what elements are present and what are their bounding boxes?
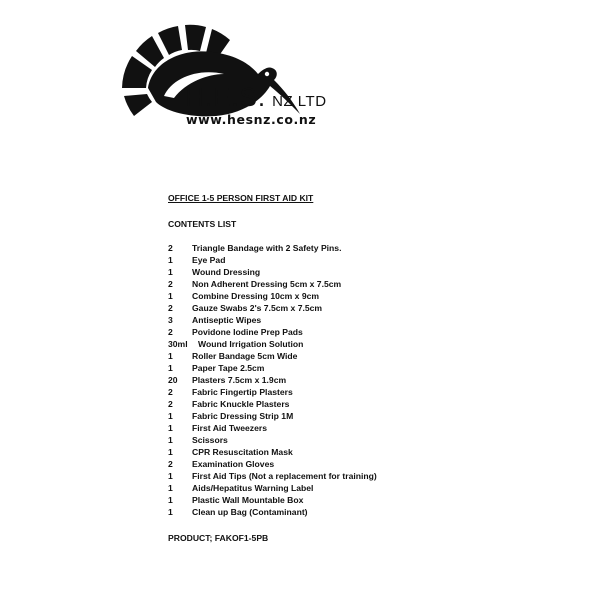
list-item [168, 278, 588, 290]
item-quantity: 1 [168, 363, 173, 373]
item-name: Plastic Wall Mountable Box [192, 495, 304, 505]
item-quantity: 1 [168, 255, 173, 265]
item-name: Gauze Swabs 2's 7.5cm x 7.5cm [192, 303, 323, 313]
item-quantity: 1 [168, 435, 173, 445]
item-name: Eye Pad [192, 255, 226, 265]
item-quantity: 1 [168, 351, 173, 361]
item-name: First Aid Tips (Not a replacement for training) [192, 471, 377, 481]
list-item [168, 458, 588, 470]
product-code: PRODUCT; FAKOF1-5PB [168, 533, 269, 543]
item-quantity: 1 [168, 447, 173, 457]
item-quantity: 2 [168, 327, 173, 337]
item-name: Antiseptic Wipes [192, 315, 262, 325]
brand-name [185, 82, 327, 113]
item-quantity: 3 [168, 315, 173, 325]
brand-url: www.hesnz.co.nz [186, 112, 317, 127]
item-quantity: 2 [168, 399, 173, 409]
item-name: Triangle Bandage with 2 Safety Pins. [192, 243, 342, 253]
item-name: Roller Bandage 5cm Wide [192, 351, 298, 361]
item-quantity: 2 [168, 459, 173, 469]
list-item [168, 242, 588, 254]
item-name: Paper Tape 2.5cm [192, 363, 265, 373]
document-subtitle: CONTENTS LIST [168, 219, 237, 229]
list-item [168, 362, 588, 374]
item-name: Aids/Hepatitus Warning Label [192, 483, 314, 493]
item-name: First Aid Tweezers [192, 423, 267, 433]
list-item [168, 410, 588, 422]
list-item [168, 434, 588, 446]
item-quantity: 20 [168, 375, 178, 385]
item-name: Examination Gloves [192, 459, 275, 469]
list-item [168, 374, 588, 386]
item-name: Fabric Knuckle Plasters [192, 399, 290, 409]
brand-name-main: H.E.S. [185, 82, 267, 112]
item-quantity: 2 [168, 303, 173, 313]
item-quantity: 1 [168, 483, 173, 493]
item-name: Clean up Bag (Contaminant) [192, 507, 308, 517]
list-item [168, 290, 588, 302]
list-item [168, 482, 588, 494]
list-item [168, 494, 588, 506]
item-quantity: 2 [168, 243, 173, 253]
item-name: Wound Dressing [192, 267, 261, 277]
list-item [168, 350, 588, 362]
list-item [168, 398, 588, 410]
item-quantity: 1 [168, 495, 173, 505]
list-item [168, 470, 588, 482]
list-item [168, 266, 588, 278]
document-title: OFFICE 1-5 PERSON FIRST AID KIT [168, 193, 314, 203]
item-quantity: 1 [168, 411, 173, 421]
list-item [168, 446, 588, 458]
item-quantity: 1 [168, 423, 173, 433]
item-quantity: 1 [168, 291, 173, 301]
list-item [168, 326, 588, 338]
list-item [168, 314, 588, 326]
document [168, 192, 588, 544]
item-quantity: 1 [168, 267, 173, 277]
list-item [168, 254, 588, 266]
item-name: Wound Irrigation Solution [198, 339, 304, 349]
item-name: Fabric Dressing Strip 1M [192, 411, 294, 421]
list-item [168, 338, 588, 350]
contents-list [168, 242, 588, 518]
list-item [168, 422, 588, 434]
brand-name-suffix: NZ LTD [272, 93, 327, 110]
item-quantity: 1 [168, 471, 173, 481]
item-name: Scissors [192, 435, 228, 445]
item-quantity: 1 [168, 507, 173, 517]
item-name: CPR Resuscitation Mask [192, 447, 293, 457]
list-item [168, 302, 588, 314]
item-name: Combine Dressing 10cm x 9cm [192, 291, 320, 301]
item-quantity: 2 [168, 387, 173, 397]
item-name: Non Adherent Dressing 5cm x 7.5cm [192, 279, 342, 289]
item-name: Plasters 7.5cm x 1.9cm [192, 375, 287, 385]
list-item [168, 506, 588, 518]
item-quantity: 30ml [168, 339, 188, 349]
list-item [168, 386, 588, 398]
item-name: Fabric Fingertip Plasters [192, 387, 293, 397]
item-quantity: 2 [168, 279, 173, 289]
item-name: Povidone Iodine Prep Pads [192, 327, 303, 337]
